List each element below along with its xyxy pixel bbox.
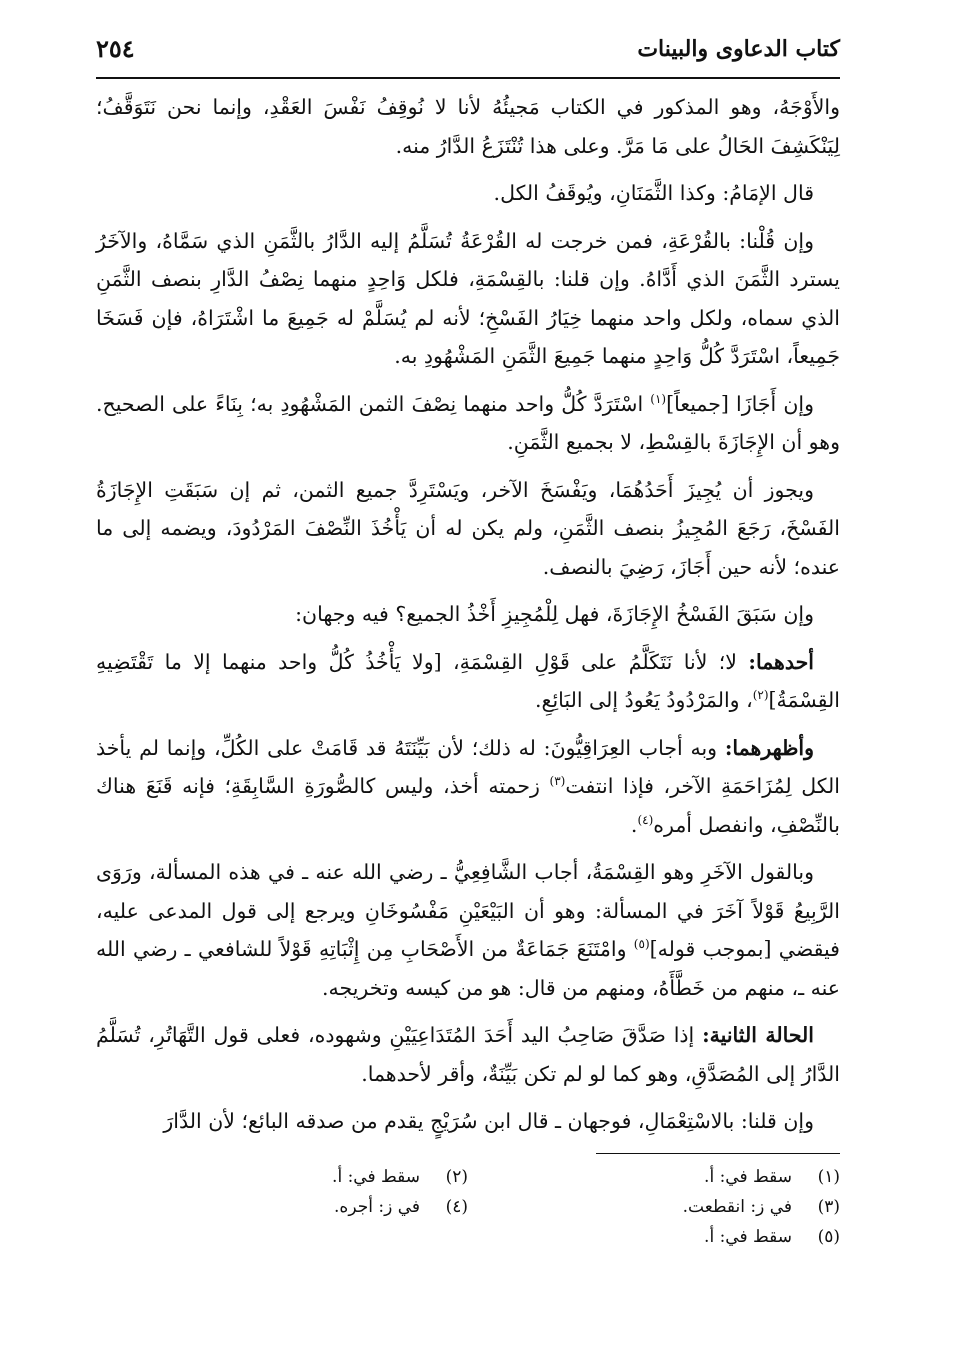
paragraph xyxy=(96,88,840,165)
main-text xyxy=(96,88,840,1150)
footnote-text: سقط في: أ. xyxy=(704,1167,792,1187)
book-title: كتاب الدعاوى والبينات xyxy=(637,36,840,62)
footnote-text: في ز: أجره. xyxy=(334,1197,420,1217)
paragraph-text: اسْتَرَدَّ كُلُّ واحد منهما نِصْفَ الثمن المَشْهُودِ به؛ بِنَاءً على الصحيح. وهو أن الإِجَازَةَ بالقِسْطِ، لا بجميع الثَّمَنِ. xyxy=(96,391,840,454)
footnote-marker: (٢) xyxy=(752,688,769,703)
paragraph-text: وإن قُلْنا: بالقُرْعَةِ، فمن خرجت له القُرْعَةُ تُسَلَّمُ إليه الدَّارُ بالثَّمَنِ الذي سَمَّاهُ، والآخَرُ يسترد الثَّمَنَ الذي أَدَّاهُ. وإن قلنا: بالقِسْمَةِ، فلكل وَاحِدٍ منهما نِصْفُ الدَّارِ بنصف الثَّمَنِ الذي سماه، ولكل واحد منهما خِيَارُ الفَسْخِ؛ لأنه لم يُسَلَّمْ له جَمِيعَ ما اشْتَرَاهُ، فإن فَسَخَا جَمِيعاً، اسْتَرَدَّ كُلُّ وَاحِدٍ منهما جَمِيعَ الثَّمَنِ المَشْهُودِ به. xyxy=(96,228,840,368)
paragraph-heading: الحالة الثانية: xyxy=(702,1023,815,1047)
footnote-text: سقط في: أ. xyxy=(704,1227,792,1247)
footnote-number: (٤) xyxy=(445,1197,468,1217)
paragraph xyxy=(96,471,840,587)
paragraph-text: ، والمَرْدُودُ يَعُودُ إلى البَائِعِ. xyxy=(535,688,753,712)
footnote-marker: (٥) xyxy=(633,937,650,952)
paragraph xyxy=(96,853,840,1007)
paragraph xyxy=(96,1016,840,1093)
paragraph xyxy=(96,174,840,213)
paragraph-text: قال الإمَامُ: وكذا الثَّمَنَانِ، ويُوقَفُ الكل. xyxy=(493,181,814,205)
paragraph xyxy=(96,643,840,720)
paragraph-text: وإن سَبَقَ الفَسْخُ الإِجَازَةَ، فهل لِلْمُجِيزِ أَخْذُ الجميع؟ فيه وجهان: xyxy=(295,602,814,626)
footnote-number: (٥) xyxy=(817,1227,840,1247)
header-divider xyxy=(96,77,840,79)
footnote-text: سقط في: أ. xyxy=(332,1167,420,1187)
paragraph-text: وإن أَجَازَا [جميعاً] xyxy=(666,391,814,416)
paragraph-text: وامْتَنَعَ جَمَاعَةٌ من الأَصْحَابِ مِن إِثْبَاتِهِ قَوْلاً للشافعي ـ رضي الله عنه ـ، منهم من خَطَّأَهُ، ومنهم من قال: هو من كيسه وتخريجه. xyxy=(96,937,840,1000)
footnote-marker: (٣) xyxy=(549,774,566,789)
footnote-marker: (١) xyxy=(650,391,667,406)
footnote xyxy=(96,1192,468,1222)
footnote-divider xyxy=(596,1153,840,1154)
paragraph-text: والأَوْجَهُ، وهو المذكور في الكتاب مَجيئُهُ لأنا لا نُوقِفُ نَفْسَ العَقْدِ، وإنما نحن نَتَوَقَّفُ؛ لِيَنْكَشِفَ الحَالُ على مَا مَرَّ. وعلى هذا تُنْتَزَعُ الدَّارُ منه. xyxy=(96,95,840,158)
footnote-row xyxy=(96,1192,840,1222)
footnote-number: (١) xyxy=(817,1167,840,1187)
paragraph-text: لا؛ لأنا نَتَكَلَّمُ على قَوْلِ القِسْمَةِ، [ولا يَأْخُذُ كُلُّ واحد منهما إلا ما تَقْتَضِيهِ القِسْمَةُ] xyxy=(96,649,840,712)
paragraph xyxy=(96,595,840,634)
paragraph xyxy=(96,729,840,845)
paragraph-text: إذا صَدَّقَ صَاحِبُ اليد أَحَدَ المُتَدَاعِيَيْنِ وشهوده، فعلى قول التَّهَاتُرِ، تُسَلَّمُ الدَّارُ إلى المُصَدَّقِ، وهو كما لو لم تكن بَيِّنَةٌ، وأقر لأحدهما. xyxy=(96,1023,840,1086)
footnote xyxy=(468,1162,840,1192)
paragraph-heading: أحدهما: xyxy=(748,649,814,674)
paragraph-text: وبه أجاب العِرَاقِيُّونَ: له ذلك؛ لأن بَيِّنَتَهُ قد قَامَتْ على الكُلِّ، وإنما لم يأخذ الكل لِمُزَاحَمَةِ الآخر، فإذا انتفت xyxy=(96,735,840,798)
paragraph-heading: وأظهرهما: xyxy=(724,735,814,760)
footnotes xyxy=(96,1162,840,1252)
paragraph-text: . xyxy=(630,812,638,837)
footnote-row xyxy=(96,1162,840,1192)
footnote-row xyxy=(96,1222,840,1252)
footnote-number: (٢) xyxy=(445,1167,468,1187)
footnote xyxy=(96,1162,468,1192)
paragraph-text: وبالقول الآخَرِ وهو القِسْمَةُ، أجاب الشَّافِعِيُّ ـ رضي الله عنه ـ في هذه المسألة، ورَوَى الرَّبِيعُ قَوْلاً آخَرَ في المسألة: وهو أن البَيْعَيْنِ مَفْسُوخَانِ ويرجع إلى قول المدعى عليه، فيقضي [بموجب قوله] xyxy=(96,860,840,961)
page-number: ٢٥٤ xyxy=(96,34,135,63)
footnote xyxy=(468,1192,840,1222)
running-header xyxy=(96,30,840,74)
footnote-marker: (٤) xyxy=(637,812,654,827)
footnote-number: (٣) xyxy=(817,1197,840,1217)
footnote xyxy=(468,1222,840,1252)
footnote-text: في ز: انقطعت. xyxy=(682,1197,792,1217)
paragraph-text: زحمته أخذ، وليس كالصُّورَةِ السَّابِقَةِ؛ فإنه قَنَعَ هناك بالنِّصْفِ، وانفصل أمره xyxy=(96,774,840,837)
paragraph-text: ويجوز أن يُجِيزَ أَحَدُهُمَا، ويَفْسَخَ الآخر، ويَسْتَرِدَّ جميع الثمن، ثم إن سَبَقَتِ الإِجَازَةُ الفَسْخَ، رَجَعَ المُجِيزُ بنصف الثَّمَنِ، ولم يكن له أن يَأْخُذَ النِّصْفَ المَرْدُودَ، ويضمه إلى ما عنده؛ لأنه حين أَجَازَ، رَضِيَ بالنصف. xyxy=(96,477,840,579)
paragraph xyxy=(96,1102,840,1141)
paragraph xyxy=(96,222,840,376)
paragraph-text: وإن قلنا: بالاسْتِعْمَالِ، فوجهان ـ قال ابن سُرَيْجٍ يقدم من صدقه البائع؛ لأن الدَّارَ xyxy=(163,1109,814,1133)
paragraph xyxy=(96,385,840,462)
